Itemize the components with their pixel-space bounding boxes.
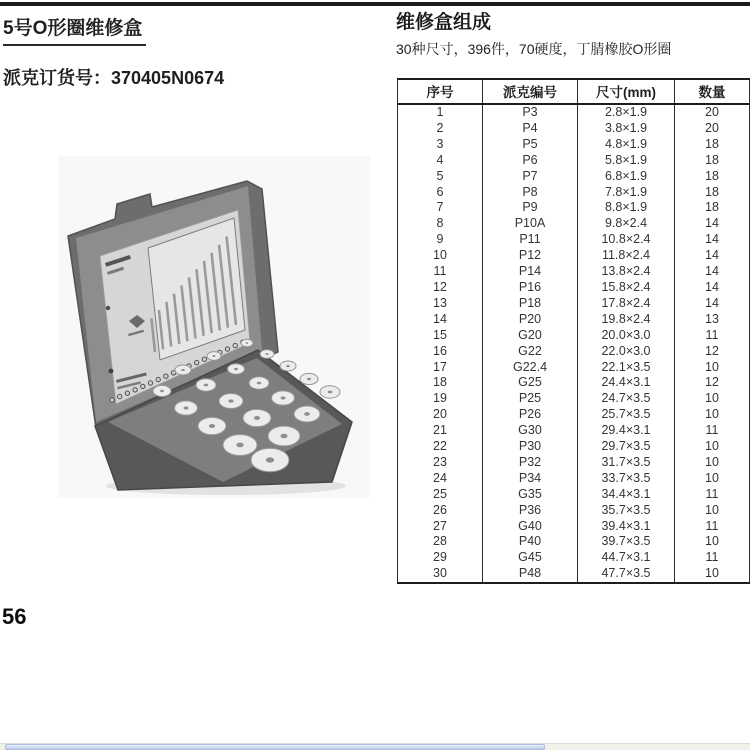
table-cell: 39.7×3.5 (578, 534, 675, 550)
table-row (398, 519, 750, 535)
table-cell: 3.8×1.9 (578, 121, 675, 137)
table-cell: 14 (675, 248, 750, 264)
table-cell: 16 (433, 343, 447, 358)
table-cell: G35 (483, 487, 578, 503)
table-row (398, 471, 750, 487)
table-cell: 11 (675, 519, 750, 535)
kit-contents-table (397, 78, 750, 584)
table-row (398, 566, 750, 583)
table-cell: 21 (433, 423, 447, 438)
table-cell: P40 (483, 534, 578, 550)
table-cell: P16 (483, 280, 578, 296)
table-cell: 2.8×1.9 (578, 104, 675, 121)
table-cell: 14 (675, 296, 750, 312)
table-cell: 10 (433, 248, 447, 263)
table-row (398, 312, 750, 328)
table-row (398, 264, 750, 280)
table-cell: 10.8×2.4 (578, 232, 675, 248)
table-cell: 14 (675, 264, 750, 280)
table-cell: G25 (483, 375, 578, 391)
table-cell: 11 (675, 487, 750, 503)
table-cell: 3 (436, 136, 444, 151)
table-row (398, 216, 750, 232)
table-cell: P32 (483, 455, 578, 471)
table-cell: 15 (433, 327, 447, 342)
table-row (398, 137, 750, 153)
table-cell: P3 (483, 104, 578, 121)
table-cell: 24.7×3.5 (578, 391, 675, 407)
table-cell: 7 (436, 200, 444, 215)
table-cell: 29.4×3.1 (578, 423, 675, 439)
table-header-row (398, 79, 750, 104)
table-cell: 18 (675, 153, 750, 169)
table-cell: P12 (483, 248, 578, 264)
table-cell: 27 (433, 518, 447, 533)
table-cell: 24 (433, 470, 447, 485)
table-cell: 20 (433, 407, 447, 422)
table-cell: 19 (433, 391, 447, 406)
table-cell: G40 (483, 519, 578, 535)
table-cell: 47.7×3.5 (578, 566, 675, 583)
table-cell: 10 (675, 566, 750, 583)
table-row (398, 534, 750, 550)
table-row (398, 344, 750, 360)
table-cell: G30 (483, 423, 578, 439)
table-cell: 14 (675, 280, 750, 296)
table-cell: 4.8×1.9 (578, 137, 675, 153)
table-row (398, 503, 750, 519)
page-top-rule (0, 2, 750, 6)
table-cell: 5 (436, 168, 444, 183)
label-dot (106, 306, 110, 310)
table-cell: 9.8×2.4 (578, 216, 675, 232)
table-row (398, 423, 750, 439)
horizontal-scrollbar-thumb[interactable] (5, 744, 545, 750)
table-cell: P4 (483, 121, 578, 137)
label-dot (109, 369, 114, 374)
table-cell: 26 (433, 502, 447, 517)
table-cell: 13 (433, 295, 447, 310)
table-cell: P5 (483, 137, 578, 153)
table-cell: 10 (675, 360, 750, 376)
table-cell: 15.8×2.4 (578, 280, 675, 296)
table-cell: 10 (675, 534, 750, 550)
table-cell: G22.4 (483, 360, 578, 376)
table-row (398, 439, 750, 455)
table-cell: 10 (675, 503, 750, 519)
table-row (398, 296, 750, 312)
table-cell: 10 (675, 455, 750, 471)
table-cell: 10 (675, 439, 750, 455)
table-cell: 18 (433, 375, 447, 390)
table-cell: 11 (675, 423, 750, 439)
table-cell: 14 (675, 216, 750, 232)
table-cell: 25 (433, 486, 447, 501)
table-row (398, 407, 750, 423)
table-cell: 18 (675, 169, 750, 185)
kit-box-photo (58, 156, 370, 498)
table-cell: 8.8×1.9 (578, 200, 675, 216)
table-cell: 28 (433, 534, 447, 549)
table-cell: 14 (675, 232, 750, 248)
table-cell: P25 (483, 391, 578, 407)
table-cell: 19.8×2.4 (578, 312, 675, 328)
table-cell: 35.7×3.5 (578, 503, 675, 519)
table-cell: 17 (433, 359, 447, 374)
table-cell: P30 (483, 439, 578, 455)
table-row (398, 328, 750, 344)
table-row (398, 121, 750, 137)
table-cell: P48 (483, 566, 578, 583)
table-cell: 18 (675, 200, 750, 216)
horizontal-scrollbar-track[interactable] (0, 743, 750, 750)
table-row (398, 280, 750, 296)
table-cell: 7.8×1.9 (578, 185, 675, 201)
table-cell: 12 (675, 375, 750, 391)
table-row (398, 169, 750, 185)
table-cell: 2 (436, 120, 444, 135)
table-cell: 8 (436, 216, 444, 231)
table-cell: 18 (675, 185, 750, 201)
table-cell: 10 (675, 407, 750, 423)
table-cell: P20 (483, 312, 578, 328)
section-heading: 维修盒组成 (396, 12, 492, 33)
table-cell: 6 (436, 184, 444, 199)
table-cell: 22.1×3.5 (578, 360, 675, 376)
table-row (398, 550, 750, 566)
table-cell: 44.7×3.1 (578, 550, 675, 566)
table-cell: 12 (675, 344, 750, 360)
table-cell: P6 (483, 153, 578, 169)
table-cell: 10 (675, 391, 750, 407)
table-cell: 11 (433, 264, 447, 279)
table-cell: 11.8×2.4 (578, 248, 675, 264)
table-cell: 13.8×2.4 (578, 264, 675, 280)
table-cell: P34 (483, 471, 578, 487)
table-cell: 13 (675, 312, 750, 328)
table-row (398, 391, 750, 407)
table-cell: P36 (483, 503, 578, 519)
column-header-part-number: 派克编号 (483, 79, 578, 104)
table-row (398, 375, 750, 391)
table-row (398, 232, 750, 248)
table-cell: 25.7×3.5 (578, 407, 675, 423)
order-number: 派克订货号：370405N0674 (3, 68, 225, 88)
table-cell: P11 (483, 232, 578, 248)
table-body (398, 104, 750, 583)
column-header-size: 尺寸(mm) (578, 79, 675, 104)
table-cell: G22 (483, 344, 578, 360)
table-row (398, 104, 750, 121)
column-header-quantity: 数量 (675, 79, 750, 104)
table-row (398, 200, 750, 216)
table-cell: 9 (436, 232, 444, 247)
column-header-index: 序号 (398, 79, 483, 104)
table-row (398, 153, 750, 169)
table-cell: 4 (436, 152, 444, 167)
table-cell: 18 (675, 137, 750, 153)
table-row (398, 360, 750, 376)
table-cell: 12 (433, 279, 447, 294)
table-cell: 17.8×2.4 (578, 296, 675, 312)
table-cell: 33.7×3.5 (578, 471, 675, 487)
page-number: 56 (2, 604, 27, 629)
table-cell: 6.8×1.9 (578, 169, 675, 185)
table-row (398, 248, 750, 264)
table-cell: 5.8×1.9 (578, 153, 675, 169)
table-cell: P8 (483, 185, 578, 201)
table-cell: 23 (433, 454, 447, 469)
table-cell: 20 (675, 104, 750, 121)
table-cell: 24.4×3.1 (578, 375, 675, 391)
table-cell: 11 (675, 328, 750, 344)
table-cell: P10A (483, 216, 578, 232)
table-cell: 31.7×3.5 (578, 455, 675, 471)
table-cell: 10 (675, 471, 750, 487)
table-cell: 20.0×3.0 (578, 328, 675, 344)
table-cell: P9 (483, 200, 578, 216)
table-row (398, 455, 750, 471)
table-cell: P26 (483, 407, 578, 423)
page-title: 5号O形圈维修盒 (3, 13, 146, 46)
table-row (398, 487, 750, 503)
table-cell: 22.0×3.0 (578, 344, 675, 360)
section-subtitle: 30种尺寸，396件，70硬度，丁腈橡胶O形圈 (396, 41, 672, 57)
table-cell: G45 (483, 550, 578, 566)
table-cell: 30 (433, 566, 447, 581)
table-cell: P18 (483, 296, 578, 312)
table-cell: G20 (483, 328, 578, 344)
table-cell: 39.4×3.1 (578, 519, 675, 535)
table-cell: 11 (675, 550, 750, 566)
table-cell: 1 (436, 105, 444, 119)
table-cell: 29.7×3.5 (578, 439, 675, 455)
table-cell: P7 (483, 169, 578, 185)
table-cell: 29 (433, 550, 447, 565)
table-cell: 20 (675, 121, 750, 137)
table-cell: 22 (433, 439, 447, 454)
table-cell: P14 (483, 264, 578, 280)
table-cell: 34.4×3.1 (578, 487, 675, 503)
table-cell: 14 (433, 311, 447, 326)
table-row (398, 185, 750, 201)
